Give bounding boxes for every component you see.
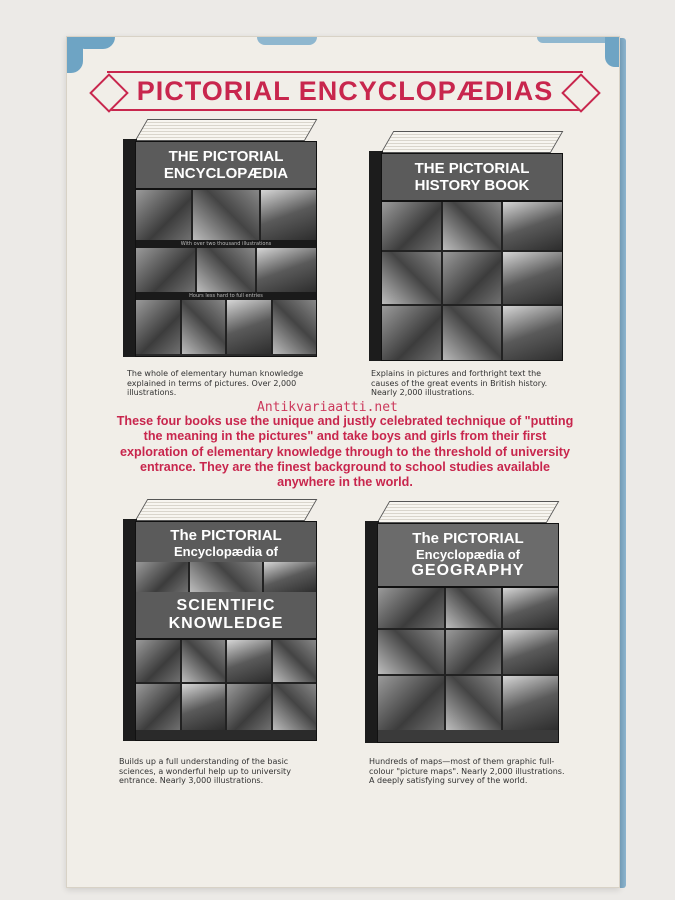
book-scientific-knowledge [123, 499, 319, 743]
cover-illustrations [378, 588, 558, 730]
cover-illustrations [136, 190, 316, 240]
book-3-cover-subject: SCIENTIFIC KNOWLEDGE [136, 592, 316, 640]
book-4-cover-title: The PICTORIAL Encyclopædia of GEOGRAPHY [378, 524, 558, 588]
watermark: Antikvariaatti.net [257, 400, 398, 415]
book-1-cover-title: THE PICTORIAL ENCYCLOPÆDIA [136, 142, 316, 190]
book-2-description: Explains in pictures and forthright text the causes of the great events in British history. Nearly 2,000 illustrations. [371, 369, 548, 398]
book-pictorial-history [369, 131, 565, 363]
cover-illustrations [382, 202, 562, 361]
title-banner [107, 71, 583, 111]
cover-illustrations [136, 562, 316, 592]
dust-jacket-back-cover [66, 36, 620, 888]
torn-edge [81, 37, 115, 49]
book-pictorial-encyclopaedia [123, 119, 319, 359]
cover-caption: With over two thousand illustrations [136, 240, 316, 248]
cover-illustrations [136, 248, 316, 292]
cover-illustrations [136, 640, 316, 730]
banner-title: PICTORIAL ENCYCLOPÆDIAS [136, 75, 554, 106]
promo-blurb: These four books use the unique and justly celebrated technique of "putting the meaning in the pictures" and take boys and girls from their first exploration of elementary knowledge through to the threshold of university entrance. They are the finest background to school studies available anywhere in the world. [116, 414, 574, 490]
book-3-description: Builds up a full understanding of the basic sciences, a wonderful help up to university entrance. Nearly 3,000 illustrations. [119, 757, 291, 786]
cover-caption: Hours less hard to full entries [136, 292, 316, 300]
cover-illustrations [136, 300, 316, 354]
torn-edge [257, 37, 317, 45]
book-3-cover-title: The PICTORIAL Encyclopædia of [136, 522, 316, 562]
book-1-description: The whole of elementary human knowledge explained in terms of pictures. Over 2,000 illustrations. [127, 369, 304, 398]
book-geography [365, 501, 561, 745]
torn-edge [67, 37, 83, 73]
book-2-cover-title: THE PICTORIAL HISTORY BOOK [382, 154, 562, 202]
torn-edge [605, 37, 619, 67]
book-4-description: Hundreds of maps—most of them graphic full-colour "picture maps". Nearly 2,000 illustrations. A deeply satisfying survey of the world. [369, 757, 565, 786]
